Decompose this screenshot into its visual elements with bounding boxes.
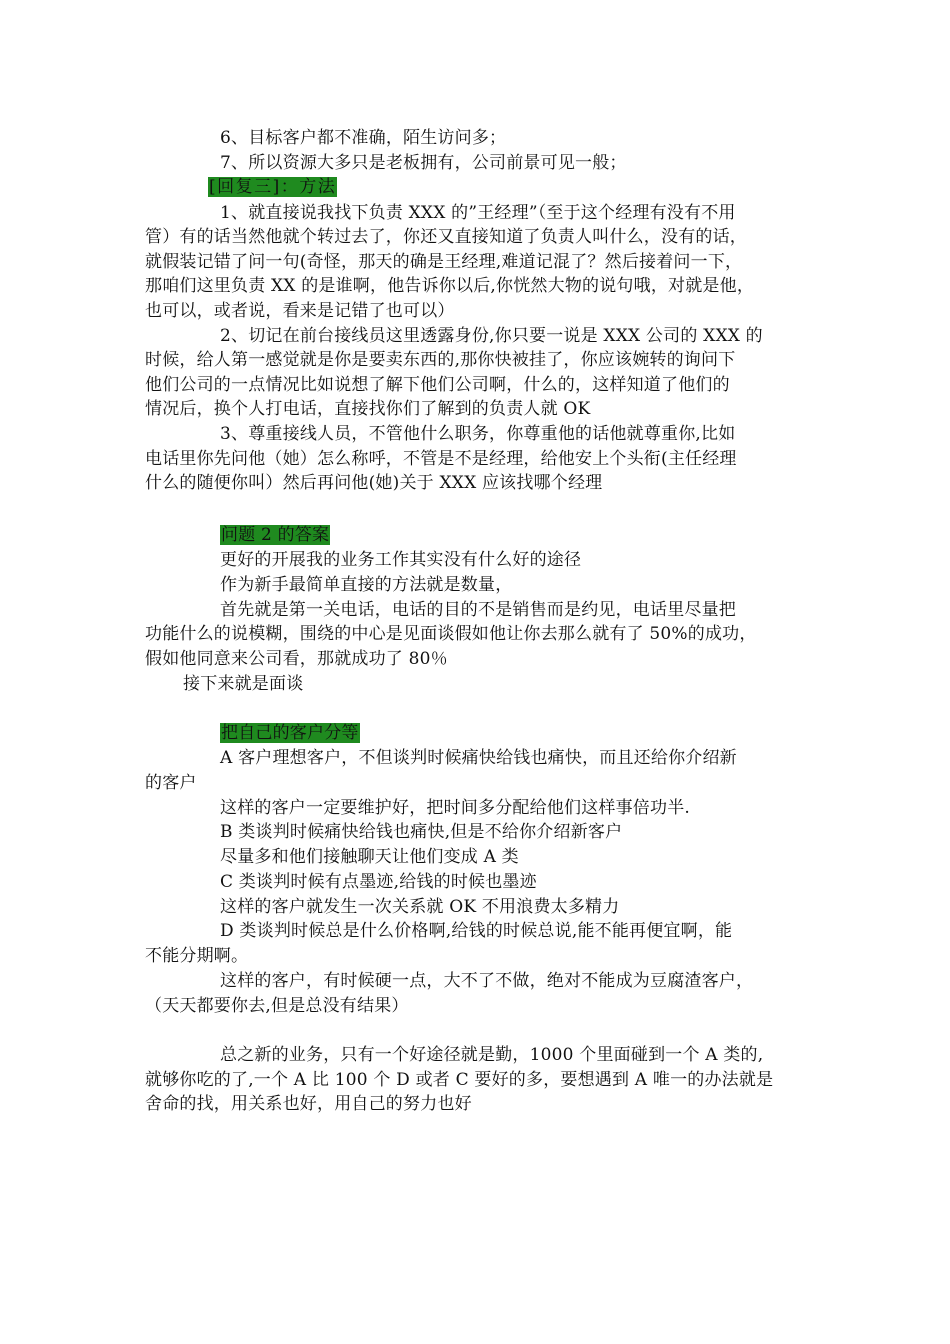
paragraph-line: 功能什么的说模糊，围绕的中心是见面谈假如他让你去那么就有了 50%的成功，: [145, 624, 757, 644]
paragraph-line: 接下来就是面谈: [183, 674, 304, 694]
paragraph-line: 作为新手最简单直接的方法就是数量，: [220, 575, 513, 595]
paragraph-line: 尽量多和他们接触聊天让他们变成 A 类: [220, 847, 519, 867]
paragraph-line: C 类谈判时候有点墨迹,给钱的时候也墨迹: [220, 872, 537, 892]
section-heading-tiers: [220, 722, 360, 744]
paragraph-line: 这样的客户，有时候硬一点，大不了不做，绝对不能成为豆腐渣客户，: [220, 971, 754, 991]
highlight-heading: [回复三]：方法: [209, 177, 337, 197]
paragraph-line: 舍命的找，用关系也好，用自己的努力也好: [145, 1094, 472, 1114]
paragraph-line: 的客户: [145, 773, 197, 793]
paragraph-line: 3、尊重接线人员，不管他什么职务，你尊重他的话他就尊重你,比如: [220, 424, 736, 444]
paragraph-line: 就够你吃的了,一个 A 比 100 个 D 或者 C 要好的多，要想遇到 A 唯一的办法就是: [145, 1070, 774, 1090]
paragraph-line: 也可以，或者说，看来是记错了也可以）: [145, 301, 455, 321]
section-heading-answer2: [220, 524, 330, 546]
paragraph-line: B 类谈判时候痛快给钱也痛快,但是不给你介绍新客户: [220, 822, 623, 842]
paragraph-line: 不能分期啊。: [145, 946, 249, 966]
paragraph-line: 就假装记错了问一句(奇怪，那天的确是王经理,难道记混了？然后接着问一下，: [145, 252, 743, 272]
paragraph-line: 1、就直接说我找下负责 XXX 的”王经理”（至于这个经理有没有不用: [220, 203, 736, 223]
paragraph-line: 2、切记在前台接线员这里透露身份,你只要一说是 XXX 公司的 XXX 的: [220, 326, 763, 346]
paragraph-line: 时候，给人第一感觉就是你是要卖东西的,那你快被挂了，你应该婉转的询问下: [145, 350, 736, 370]
section-heading-reply3: [208, 176, 337, 198]
highlight-heading: 问题 2 的答案: [221, 525, 330, 545]
paragraph-line: （天天都要你去,但是总没有结果）: [145, 996, 409, 1016]
paragraph-line: 总之新的业务，只有一个好途径就是勤，1000 个里面碰到一个 A 类的,: [220, 1045, 764, 1065]
paragraph-line: D 类谈判时候总是什么价格啊,给钱的时候总说,能不能再便宜啊，能: [220, 921, 733, 941]
paragraph-line: 首先就是第一关电话，电话的目的不是销售而是约见，电话里尽量把: [220, 600, 736, 620]
paragraph-line: 他们公司的一点情况比如说想了解下他们公司啊，什么的，这样知道了他们的: [145, 375, 730, 395]
paragraph-line: 这样的客户一定要维护好，把时间多分配给他们这样事倍功半.: [220, 798, 691, 818]
paragraph-line: 那咱们这里负责 XX 的是谁啊，他告诉你以后,你恍然大物的说句哦，对就是他，: [145, 276, 755, 296]
paragraph-line: A 客户理想客户，不但谈判时候痛快给钱也痛快，而且还给你介绍新: [220, 748, 737, 768]
list-item-6: 6、目标客户都不准确，陌生访问多；: [220, 128, 507, 148]
list-item-7: 7、所以资源大多只是老板拥有，公司前景可见一般；: [220, 153, 627, 173]
paragraph-line: 情况后，换个人打电话，直接找你们了解到的负责人就 OK: [145, 399, 591, 419]
paragraph-line: 管）有的话当然他就个转过去了，你还又直接知道了负责人叫什么，没有的话，: [145, 227, 747, 247]
paragraph-line: 这样的客户就发生一次关系就 OK 不用浪费太多精力: [220, 897, 620, 917]
paragraph-line: 什么的随便你叫）然后再问他(她)关于 XXX 应该找哪个经理: [145, 473, 603, 493]
paragraph-line: 电话里你先问他（她）怎么称呼，不管是不是经理，给他安上个头衔(主任经理: [145, 449, 737, 469]
highlight-heading: 把自己的客户分等: [221, 723, 359, 743]
paragraph-line: 更好的开展我的业务工作其实没有什么好的途径: [220, 550, 582, 570]
paragraph-line: 假如他同意来公司看，那就成功了 80％: [145, 649, 448, 669]
